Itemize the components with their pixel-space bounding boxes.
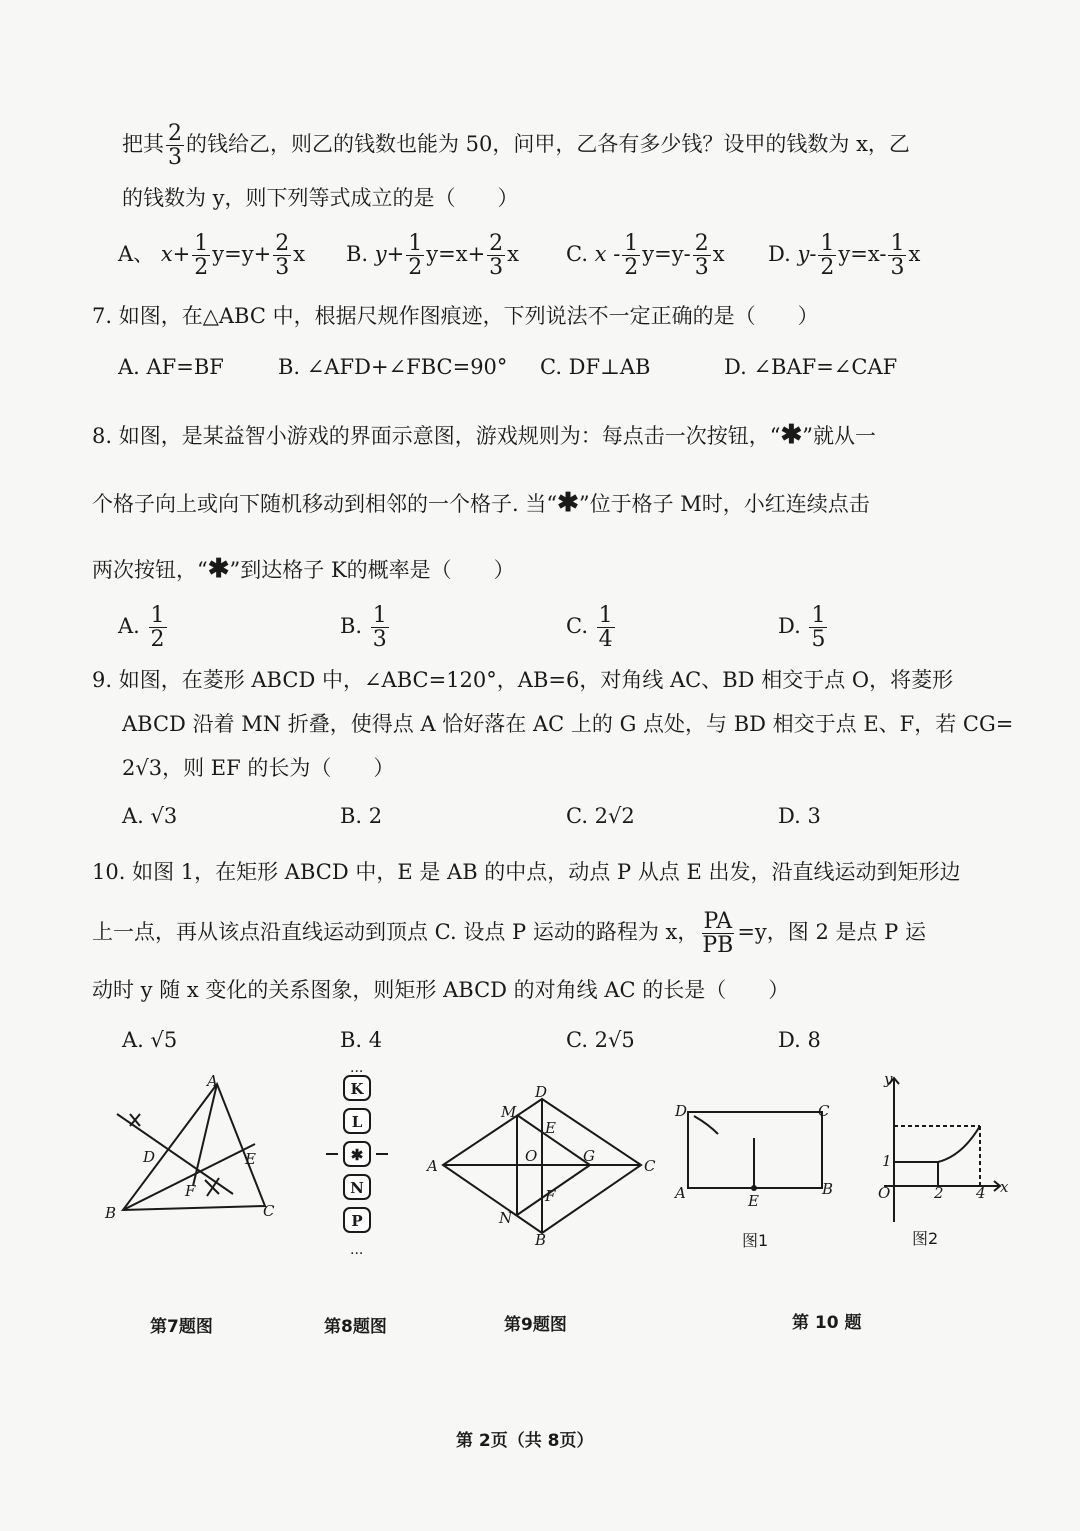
label-a: A <box>427 1157 438 1175</box>
q6-option-c[interactable]: C. x - $\frac{1}{2}$ y=y- $\frac{2}{3}$ x <box>566 231 725 281</box>
label-f: F <box>545 1187 556 1205</box>
label-e: E <box>748 1192 759 1208</box>
star-icon: ✱ <box>780 420 803 450</box>
label-d: D <box>143 1148 156 1166</box>
graph-curve <box>894 1126 980 1162</box>
figure-8-caption: 第8题图 <box>324 1317 387 1337</box>
label-c: C <box>644 1157 656 1175</box>
label-e: E <box>545 1119 556 1137</box>
label-c: C <box>818 1102 830 1120</box>
q9-option-c[interactable]: C. 2√2 <box>566 804 635 828</box>
option-label: D. <box>778 614 808 639</box>
label-c: C <box>263 1202 275 1220</box>
q8-option-a[interactable] <box>118 604 169 651</box>
fraction: $\frac{1}{3}$ <box>890 231 905 281</box>
fraction: $\frac{1}{3}$ <box>372 603 387 653</box>
tick-label-2: 2 <box>934 1184 944 1202</box>
tick-label-1: 1 <box>882 1152 892 1170</box>
q9-line3: 2√3，则 EF 的长为（ ） <box>122 756 395 780</box>
option-label: B. <box>340 614 369 639</box>
q9-option-a[interactable]: A. √3 <box>122 804 178 828</box>
label-a: A <box>675 1184 686 1202</box>
label-f: F <box>185 1182 196 1200</box>
label-o: O <box>525 1147 538 1165</box>
q7-option-d[interactable]: D. ∠BAF=∠CAF <box>724 355 898 379</box>
q8-line2: 个格子向上或向下随机移动到相邻的一个格子. 当“✱”位于格子 M时，小红连续点击 <box>92 488 870 518</box>
cell-label-n: N <box>350 1179 364 1197</box>
star-icon: ✱ <box>557 488 579 518</box>
tick-label-4: 4 <box>976 1184 986 1202</box>
label-g: G <box>583 1147 595 1165</box>
q7-option-b[interactable]: B. ∠AFD+∠FBC=90° <box>278 355 508 379</box>
q8-line3: 两次按钮，“✱”到达格子 K的概率是（ ） <box>92 554 515 584</box>
q6-option-a[interactable]: A、 x+ $\frac{1}{2}$ y=y+ $\frac{2}{3}$ x <box>118 231 306 281</box>
label-m: M <box>501 1103 517 1121</box>
label-n: N <box>499 1209 513 1227</box>
label-b: B <box>535 1231 547 1245</box>
figure-10-caption: 第 10 题 <box>792 1313 862 1333</box>
q9-line1: 9. 如图，在菱形 ABCD 中，∠ABC=120°，AB=6，对角线 AC、BD 相交于点 O，将菱形 <box>92 668 954 692</box>
figure-10-1 <box>672 1098 842 1208</box>
fraction: $\frac{1}{2}$ <box>408 231 423 281</box>
fraction: $\frac{1}{2}$ <box>820 231 835 281</box>
fraction: $\frac{1}{2}$ <box>194 231 209 281</box>
q10-option-c[interactable]: C. 2√5 <box>566 1028 635 1052</box>
q9-option-b[interactable]: B. 2 <box>340 804 383 828</box>
label-a: A <box>207 1072 218 1090</box>
origin-label: O <box>878 1184 891 1202</box>
figure-7 <box>95 1070 295 1230</box>
axis-label-x: x <box>1000 1178 1009 1196</box>
path-curve <box>694 1116 718 1134</box>
label-d: D <box>675 1102 688 1120</box>
q8-option-c[interactable] <box>566 604 617 651</box>
q8-option-d[interactable] <box>778 604 829 651</box>
q6-option-d[interactable]: D. y- $\frac{1}{2}$ y=x- $\frac{1}{3}$ x <box>768 231 921 281</box>
option-label: A、 <box>118 242 161 267</box>
page-footer: 第 2页（共 8页） <box>456 1431 594 1451</box>
fraction: $\frac{1}{5}$ <box>811 603 826 653</box>
cell-label-l: L <box>351 1113 363 1131</box>
figure-10-sub2: 图2 <box>912 1229 939 1248</box>
label-b: B <box>105 1204 117 1222</box>
label-b: B <box>822 1180 834 1198</box>
q7-option-c[interactable]: C. DF⊥AB <box>540 355 651 379</box>
fraction: $\frac{1}{2}$ <box>150 603 165 653</box>
cell-label-p: P <box>351 1212 363 1230</box>
q6-option-b[interactable]: B. y+ $\frac{1}{2}$ y=x+ $\frac{2}{3}$ x <box>346 231 520 281</box>
dots-bottom: ... <box>350 1242 364 1258</box>
q7-option-a[interactable]: A. AF=BF <box>118 355 224 379</box>
q10-line2: 上一点，再从该点沿直线运动到顶点 C. 设点 P 运动的路程为 x， $\frac{PA}{PB}$ =y，图 2 是点 P 运 <box>92 909 926 959</box>
figure-10-2 <box>870 1070 1020 1230</box>
dots-top: ... <box>350 1062 364 1076</box>
figure-9 <box>425 1085 660 1245</box>
cell-label-k: K <box>350 1080 364 1098</box>
q10-option-d[interactable]: D. 8 <box>778 1028 821 1052</box>
q10-option-a[interactable]: A. √5 <box>122 1028 178 1052</box>
label-e: E <box>245 1150 256 1168</box>
label-d: D <box>535 1085 548 1101</box>
q10-option-b[interactable]: B. 4 <box>340 1028 383 1052</box>
figure-7-caption: 第7题图 <box>150 1317 213 1337</box>
q6-line2: 的钱数为 y，则下列等式成立的是（ ） <box>122 186 519 210</box>
option-label: B. <box>346 242 375 267</box>
option-label: A. <box>118 614 147 639</box>
option-label: C. <box>566 242 595 267</box>
q10-line1: 10. 如图 1，在矩形 ABCD 中，E 是 AB 的中点，动点 P 从点 E 出发，沿直线运动到矩形边 <box>92 860 961 884</box>
fraction: $\frac{1}{4}$ <box>598 603 613 653</box>
figure-8 <box>320 1062 400 1262</box>
star-icon: ✱ <box>350 1146 364 1164</box>
option-label: D. <box>768 242 798 267</box>
axis-label-y: y <box>884 1070 893 1088</box>
fraction: $\frac{2}{3}$ <box>694 231 709 281</box>
figure-10-sub1: 图1 <box>742 1231 769 1250</box>
option-label: C. <box>566 614 595 639</box>
q6-fraction: $\frac{2}{3}$ <box>168 121 182 171</box>
point-e <box>751 1185 757 1191</box>
q10-fraction: $\frac{PA}{PB}$ <box>702 909 734 959</box>
figure-9-caption: 第9题图 <box>504 1315 567 1335</box>
q6-line1: 把其 $\frac{2}{3}$ 的钱给乙，则乙的钱数也能为 50，问甲，乙各有多少钱？设甲的钱数为 x，乙 <box>122 121 910 171</box>
q9-option-d[interactable]: D. 3 <box>778 804 821 828</box>
fraction: $\frac{2}{3}$ <box>489 231 504 281</box>
fraction: $\frac{2}{3}$ <box>275 231 290 281</box>
q8-line1: 8. 如图，是某益智小游戏的界面示意图，游戏规则为：每点击一次按钮，“✱”就从一 <box>92 420 876 450</box>
fraction: $\frac{1}{2}$ <box>624 231 639 281</box>
q8-option-b[interactable] <box>340 604 391 651</box>
q10-line3: 动时 y 随 x 变化的关系图象，则矩形 ABCD 的对角线 AC 的长是（ ） <box>92 978 790 1002</box>
star-icon: ✱ <box>207 554 230 584</box>
q7-stem: 7. 如图，在△ABC 中，根据尺规作图痕迹，下列说法不一定正确的是（ ） <box>92 304 819 328</box>
q9-line2: ABCD 沿着 MN 折叠，使得点 A 恰好落在 AC 上的 G 点处，与 BD 相交于点 E、F，若 CG= <box>122 712 1014 736</box>
